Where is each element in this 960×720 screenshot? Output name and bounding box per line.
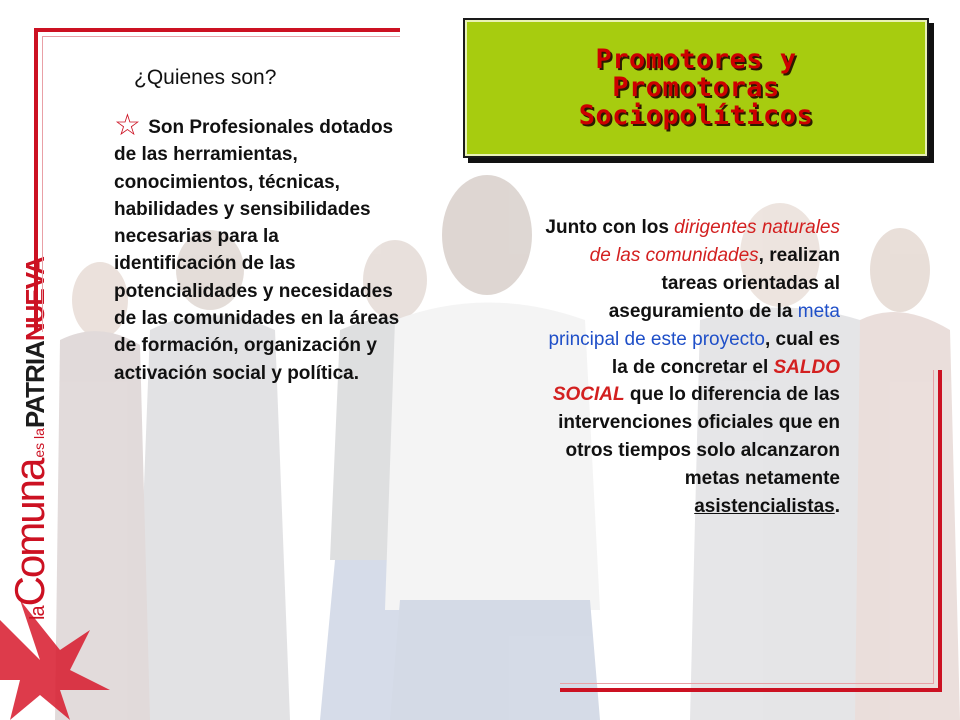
- right-text-part-3: , realizan tareas orientadas al aseguramiento de la: [608, 244, 840, 322]
- section-heading: ¿Quienes son?: [134, 66, 277, 89]
- left-paragraph: [114, 109, 404, 387]
- logo-comuna: Comuna: [6, 459, 53, 607]
- title-line-1: Promotores y: [595, 44, 797, 75]
- left-body-text: Son Profesionales dotados de las herramientas, conocimientos, técnicas, habilidades y sensibilidades necesarias para la identificación de las potencialidades y necesidades de las comunidades en la áreas de formación, organización y activación social y política.: [114, 117, 400, 384]
- right-text-part-1: Junto con los: [545, 217, 675, 238]
- logo-la: la: [27, 606, 49, 620]
- right-text-end: .: [834, 496, 840, 518]
- star-icon: ☆: [114, 109, 141, 142]
- right-paragraph: [535, 214, 840, 521]
- right-highlight-goal: meta principal de este proyecto: [548, 300, 840, 350]
- title-line-3: Sociopolíticos: [578, 100, 814, 131]
- title-box: [463, 18, 929, 158]
- right-highlight-leaders: dirigentes naturales de las comunidades: [589, 217, 840, 266]
- right-underlined-word: asistencialistas: [694, 496, 835, 518]
- page-title: [579, 46, 814, 130]
- logo-patria: PATRIA: [20, 341, 50, 429]
- right-highlight-saldo-social: SALDO SOCIAL: [552, 356, 840, 406]
- title-line-2: Promotoras: [612, 72, 780, 103]
- right-text-part-7: que lo diferencia de las intervenciones oficiales que en otros tiempos solo alcanzaron metas netamente: [558, 384, 840, 490]
- logo-nueva: NUEVA: [20, 257, 50, 342]
- logo-es-la: es la: [31, 428, 47, 458]
- right-text-part-5: , cual es la de concretar el: [611, 328, 840, 378]
